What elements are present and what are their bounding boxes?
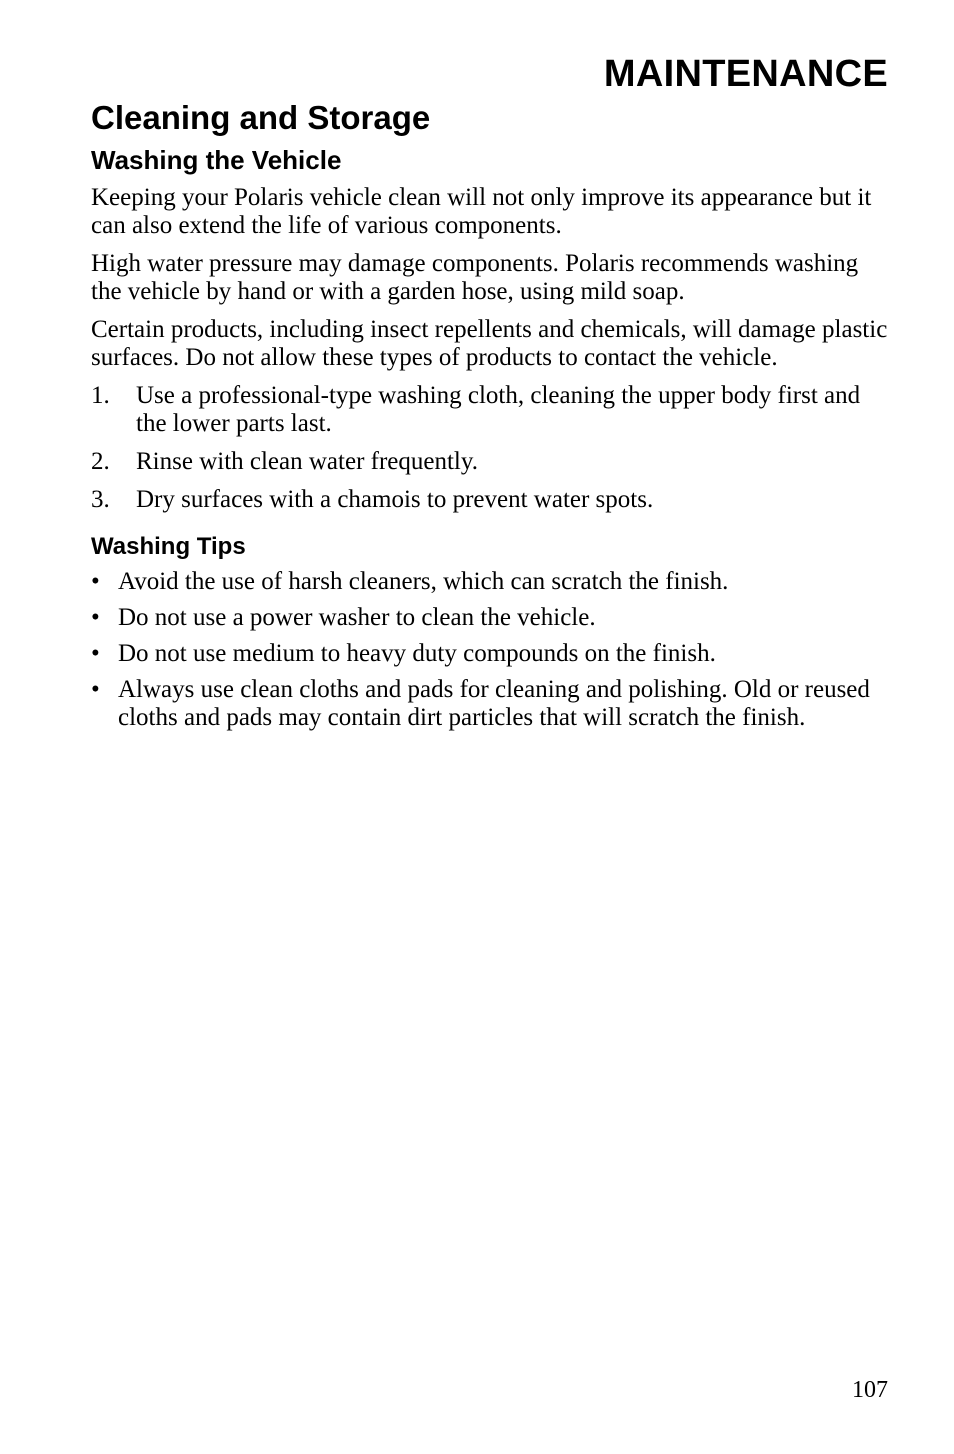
bullet-icon: • [91, 604, 100, 631]
list-item [91, 448, 891, 476]
bullet-icon: • [91, 568, 100, 595]
list-item [91, 486, 891, 514]
page-number: 107 [852, 1377, 888, 1403]
step-number: 3. [91, 486, 110, 513]
section-title: Cleaning and Storage [91, 99, 431, 136]
page-content [91, 98, 891, 740]
list-item [91, 640, 891, 668]
washing-tips-title: Washing Tips [91, 533, 246, 560]
paragraph-products-warning: Certain products, including insect repellents and chemicals, will damage plastic surfaces. Do not allow these types of products to contact the vehicle. [91, 316, 888, 371]
step-text: Dry surfaces with a chamois to prevent water spots. [136, 486, 654, 513]
subsection-title: Washing the Vehicle [91, 145, 342, 175]
list-item [91, 676, 891, 732]
step-text: Use a professional-type washing cloth, cleaning the upper body first and the lower parts last. [136, 382, 861, 437]
bullet-icon: • [91, 640, 100, 667]
tip-text: Do not use a power washer to clean the vehicle. [118, 604, 596, 631]
step-text: Rinse with clean water frequently. [136, 448, 479, 475]
tip-text: Avoid the use of harsh cleaners, which can scratch the finish. [118, 568, 729, 595]
paragraph-intro: Keeping your Polaris vehicle clean will not only improve its appearance but it can also extend the life of various components. [91, 184, 872, 239]
list-item [91, 604, 891, 632]
paragraph-water-pressure: High water pressure may damage components. Polaris recommends washing the vehicle by hand or with a garden hose, using mild soap. [91, 250, 859, 305]
washing-steps-list [91, 382, 891, 514]
chapter-title: MAINTENANCE [603, 53, 888, 95]
list-item [91, 568, 891, 596]
step-number: 1. [91, 382, 110, 409]
washing-tips-list [91, 568, 891, 732]
tip-text: Do not use medium to heavy duty compounds on the finish. [118, 640, 716, 667]
step-number: 2. [91, 448, 110, 475]
tip-text: Always use clean cloths and pads for cleaning and polishing. Old or reused cloths and pads may contain dirt particles that will scratch the finish. [118, 676, 870, 731]
list-item [91, 382, 891, 438]
bullet-icon: • [91, 676, 100, 703]
